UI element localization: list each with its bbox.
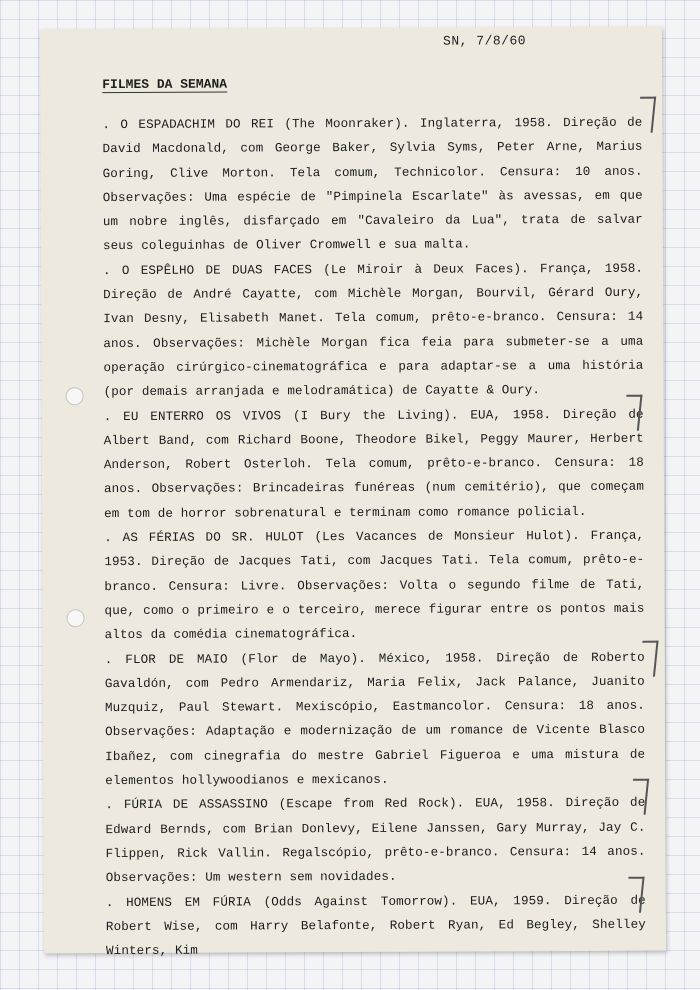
film-entry: . O ESPÊLHO DE DUAS FACES (Le Miroir à Deux Faces). França, 1958. Direção de André Cayatte, com Michèle Morgan, Bourvil, Gérard Oury, Ivan Desny, Elisabeth Manet. Tela comum, prêto-e-branco. Censura: 14 anos. Observações: Michèle Morgan fica feia para submeter-se a uma operação cirúrgico-cinematográfica e para adaptar-se a uma história (por demais arranjada e melodramática) de Cayatte & Oury. — [103, 261, 644, 400]
film-entry: . AS FÉRIAS DO SR. HULOT (Les Vacances de Monsieur Hulot). França, 1953. Direção de Jacques Tati, com Jacques Tati. Tela comum, prêto-e-branco. Censura: Livre. Observações: Volta o segundo filme de Tati, que, como o primeiro e o terceiro, merece figurar entre os pontos mais altos da comédia cinematográfica. — [104, 528, 645, 643]
punch-hole — [67, 609, 85, 627]
film-entry: . EU ENTERRO OS VIVOS (I Bury the Living). EUA, 1958. Direção de Albert Band, com Richard Boone, Theodore Bikel, Peggy Maurer, Herbert Anderson, Robert Osterloh. Tela comum, prêto-e-branco. Censura: 18 anos. Observações: Brincadeiras funéreas (num cemitério), que começam em tom de horror sobrenatural e terminam como romance policial. — [103, 407, 645, 521]
film-entry: . O ESPADACHIM DO REI (The Moonraker). Inglaterra, 1958. Direção de David Macdonald, com George Baker, Sylvia Syms, Peter Arne, Marius Goring, Clive Morton. Tela comum, Technicolor. Censura: 10 anos. Observações: Uma espécie de "Pimpinela Escarlate" às avessas, em que um nobre inglês, disfarçado em "Cavaleiro da Lua", trata de salvar seus coleguinhas de Oliver Cromwell e sua malta. — [102, 115, 643, 254]
document-reference: SN, 7/8/60 — [443, 33, 527, 49]
typewritten-page — [40, 27, 666, 959]
film-list — [102, 111, 646, 964]
film-entry: . FLOR DE MAIO (Flor de Mayo). México, 1958. Direção de Roberto Gavaldón, com Pedro Armendariz, Maria Felix, Jack Palance, Juanito Muzquiz, Paul Stewart. Mexiscópio, Eastmancolor. Censura: 18 anos. Observações: Adaptação e modernização de um romance de Vicente Blasco Ibañez, com cinegrafia do mestre Gabriel Figueroa e uma mistura de elementos hollywoodianos e mexicanos. — [104, 650, 646, 789]
film-entry: . HOMENS EM FÚRIA (Odds Against Tomorrow). EUA, 1959. Direção de Robert Wise, com Harry Belafonte, Robert Ryan, Ed Begley, Shelley Winters, Kim — [105, 893, 646, 959]
margin-bracket-mark — [630, 779, 650, 815]
punch-hole — [66, 387, 84, 405]
margin-bracket-mark — [639, 641, 659, 677]
page-title: FILMES DA SEMANA — [102, 76, 228, 93]
film-entry: . FÚRIA DE ASSASSINO (Escape from Red Rock). EUA, 1958. Direção de Edward Bernds, com Brian Donlevy, Eilene Janssen, Gary Murray, Jay C. Flippen, Rick Vallin. Regalscópio, prêto-e-branco. Censura: 14 anos. Observações: Um western sem novidades. — [105, 796, 646, 886]
margin-bracket-mark — [637, 97, 657, 133]
